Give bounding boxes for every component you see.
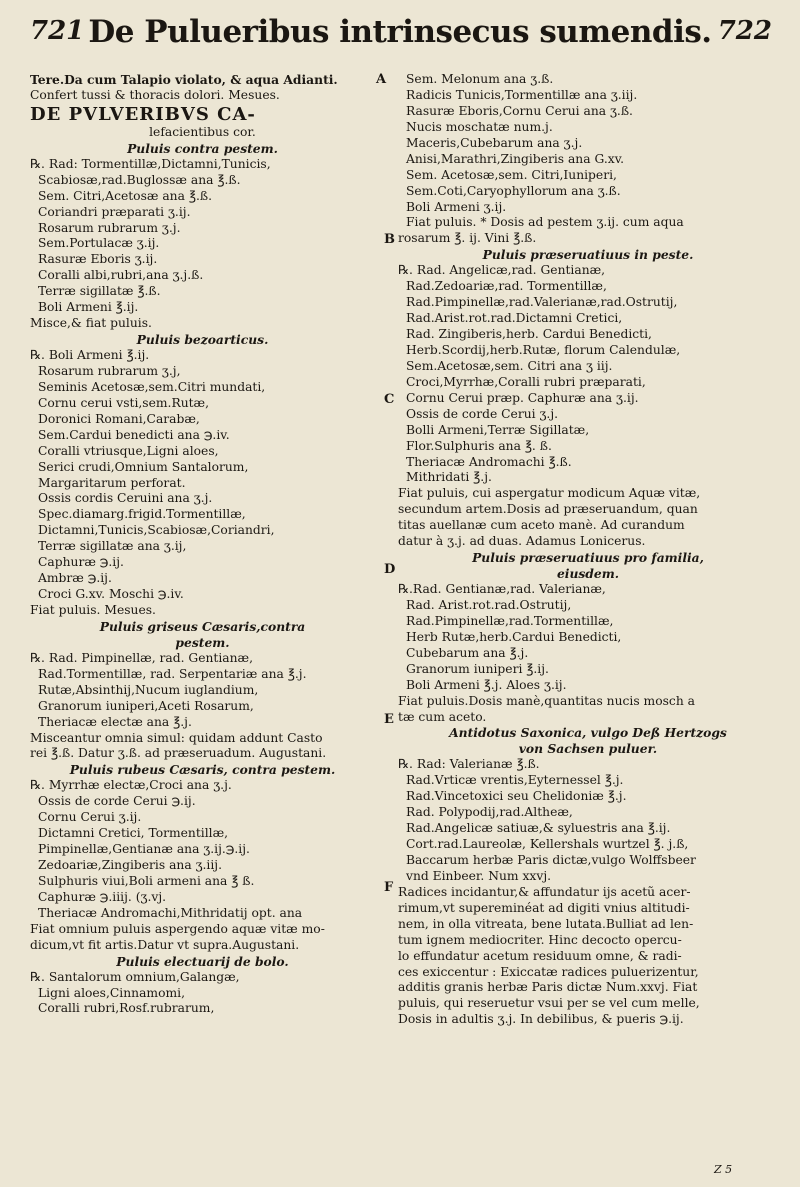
margin-letter-f: F <box>384 880 394 895</box>
right-column-line: Boli Armeni ʒ.ij. <box>406 199 507 214</box>
left-column-line: Caphuræ ℈.ij. <box>38 555 124 570</box>
right-column-line: ces exiccentur : Exiccatæ radices puluerizentur, <box>398 964 699 979</box>
left-column <box>30 72 375 1017</box>
right-column-line: Dosis in adultis ʒ.j. In debilibus, & pueris ℈.ij. <box>398 1012 684 1027</box>
left-column-line: ℞. Boli Armeni ℥.ij. <box>30 348 150 362</box>
running-title: De Pulueribus intrinsecus sumendis. <box>88 14 712 50</box>
left-column-line: pestem. <box>175 634 230 650</box>
left-column-line: Zedoariæ,Zingiberis ana ʒ.iij. <box>38 858 223 872</box>
right-column-line: Theriacæ Andromachi ℥.ß. <box>406 454 572 469</box>
left-column-line: Ossis de corde Cerui ℈.ij. <box>38 794 196 809</box>
right-column-line: Rad. Zingiberis,herb. Cardui Benedicti, <box>406 327 652 341</box>
right-column-line: Cort.rad.Laureolæ, Kellershals wurtzel ℥. j.ß, <box>406 837 689 851</box>
left-column-line: Rutæ,Absinthij,Nucum iuglandium, <box>38 682 259 697</box>
right-column-line: Radices incidantur,& affundatur ijs acetũ acer- <box>398 884 691 899</box>
right-column-line: puluis, qui reseruetur vsui per se vel cum melle, <box>398 996 700 1011</box>
left-column-line: dicum,vt fit artis.Datur vt supra.Augustani. <box>30 937 300 952</box>
right-column-line: Radicis Tunicis,Tormentillæ ana ʒ.iij. <box>406 87 638 102</box>
right-column-line: Rasuræ Eboris,Cornu Cerui ana ʒ.ß. <box>406 103 633 118</box>
right-column-line: rimum,vt supereminéat ad digiti vnius altitudi- <box>398 900 690 915</box>
right-column-line: Rad.Zedoariæ,rad. Tormentillæ, <box>406 279 607 294</box>
left-column-line: Puluis rubeus Cæsaris, contra pestem. <box>69 762 336 778</box>
right-column-line: Rad.Pimpinellæ,rad.Tormentillæ, <box>406 613 614 628</box>
left-column-line: Terræ sigillatæ ℥.ß. <box>38 284 161 299</box>
left-column-line: Tere.Da cum Talapio violato, & aqua Adianti. <box>30 72 338 87</box>
right-column-line: titas auellanæ cum aceto manè. Ad curandum <box>398 518 685 533</box>
left-column-line: Margaritarum perforat. <box>38 475 186 490</box>
margin-letter-c: C <box>384 392 395 407</box>
right-column-line: Fiat puluis. * Dosis ad pestem ʒ.ij. cum aqua <box>406 215 684 230</box>
right-column-line: Herb.Scordij,herb.Rutæ, florum Calendulæ, <box>406 342 681 357</box>
right-column-line: Anisi,Marathri,Zingiberis ana G.xv. <box>406 151 625 166</box>
right-column-line: tum ignem mediocriter. Hinc decocto opercu- <box>398 932 682 947</box>
left-column-line: Fiat puluis. Mesues. <box>30 603 156 617</box>
left-column-line: ℞. Santalorum omnium,Galangæ, <box>30 969 240 984</box>
right-column-line: lo effundatur acetum residuum omne, & radi- <box>398 948 682 963</box>
margin-letter-b: B <box>384 232 395 247</box>
left-column-line: Rad.Tormentillæ, rad. Serpentariæ ana ℥.j. <box>38 666 307 681</box>
left-column-line: Granorum iuniperi,Aceti Rosarum, <box>38 698 254 713</box>
right-column-line: Mithridati ℥.j. <box>406 470 492 485</box>
right-column-line: Rad. Polypodij,rad.Altheæ, <box>406 805 573 820</box>
left-column-line: DE PVLVERIBVS CA- <box>30 103 256 125</box>
right-column-line: Rad.Vincetoxici seu Chelidoniæ ℥.j. <box>406 789 627 804</box>
left-column-line: Dictamni,Tunicis,Scabiosæ,Coriandri, <box>38 523 275 538</box>
left-column-line: Sem.Portulacæ ʒ.ij. <box>38 236 160 251</box>
margin-letter-a: A <box>376 72 387 87</box>
left-column-line: Sulphuris viui,Boli armeni ana ℥ ß. <box>38 873 255 888</box>
left-column-line: Dictamni Cretici, Tormentillæ, <box>38 826 229 841</box>
left-column-line: ℞. Myrrhæ electæ,Croci ana ʒ.j. <box>30 778 232 793</box>
left-column-line: Caphuræ ℈.iiij. (ʒ.vj. <box>38 889 167 904</box>
right-column-line: ℞.Rad. Gentianæ,rad. Valerianæ, <box>398 582 606 596</box>
left-column-line: Rosarum rubrarum ʒ.j, <box>38 363 181 378</box>
right-column-line: Ossis de corde Cerui ʒ.j. <box>406 406 559 421</box>
left-column-line: Sem.Cardui benedicti ana ℈.iv. <box>38 427 230 442</box>
right-column-line: tæ cum aceto. <box>398 709 487 724</box>
page-number-right: 722 <box>717 16 772 46</box>
left-column-line: Theriacæ Andromachi,Mithridatij opt. ana <box>38 905 303 920</box>
right-column-line: Flor.Sulphuris ana ℥. ß. <box>406 438 552 453</box>
left-column-line: Misce,& fiat puluis. <box>30 316 152 331</box>
left-column-line: Scabiosæ,rad.Buglossæ ana ℥.ß. <box>38 172 241 187</box>
right-column-line: Boli Armeni ℥.j. Aloes ʒ.ij. <box>406 677 567 692</box>
right-column-line: Bolli Armeni,Terræ Sigillatæ, <box>406 422 590 437</box>
left-column-line: Coralli vtriusque,Ligni aloes, <box>38 443 219 458</box>
left-column-line: Seminis Acetosæ,sem.Citri mundati, <box>38 379 266 394</box>
right-column-line: vnd Einbeer. Num xxvj. <box>406 868 552 883</box>
right-column-line: Cornu Cerui præp. Caphuræ ana ʒ.ij. <box>406 390 639 405</box>
right-column-line: Herb Rutæ,herb.Cardui Benedicti, <box>406 629 622 644</box>
page-number-left: 721 <box>30 16 85 46</box>
left-column-line: Terræ sigillatæ ana ʒ.ij, <box>38 539 187 554</box>
right-column-line: Rad.Angelicæ satiuæ,& syluestris ana ℥.ij. <box>406 821 671 836</box>
left-column-line: Coralli rubri,Rosf.rubrarum, <box>38 1001 215 1016</box>
left-column-line: Puluis griseus Cæsaris,contra <box>99 618 306 634</box>
right-column-line: Puluis præseruatiuus pro familia, <box>472 550 704 566</box>
left-column-line: Cornu Cerui ʒ.ij. <box>38 810 142 825</box>
left-column-line: Theriacæ electæ ana ℥.j. <box>38 714 192 729</box>
left-column-line: Boli Armeni ℥.ij. <box>38 300 139 315</box>
right-column-line: nem, in olla vitreata, bene lutata.Bulliat ad len- <box>398 916 694 931</box>
left-column-line: Cornu cerui vsti,sem.Rutæ, <box>38 395 210 410</box>
right-column-line: additis granis herbæ Paris dictæ Num.xxvj. Fiat <box>398 980 698 995</box>
left-column-line: rei ℥.ß. Datur ʒ.ß. ad præseruadum. Augustani. <box>30 746 327 761</box>
right-column-line: Rad.Vrticæ vrentis,Eyternessel ℥.j. <box>406 773 624 788</box>
right-column-line: Rad.Pimpinellæ,rad.Valerianæ,rad.Ostrutij, <box>406 295 678 310</box>
right-column-line: Nucis moschatæ num.j. <box>406 119 553 134</box>
left-column-line: Serici crudi,Omnium Santalorum, <box>38 459 249 474</box>
right-column-line: ℞. Rad: Valerianæ ℥.ß. <box>398 757 540 772</box>
right-column-line: Fiat puluis.Dosis manè,quantitas nucis mosch a <box>398 693 695 708</box>
page-header <box>0 0 800 62</box>
left-column-line: lefacientibus cor. <box>149 124 256 139</box>
right-column-line: Sem. Acetosæ,sem. Citri,Iuniperi, <box>406 167 617 182</box>
left-column-line: ℞. Rad. Pimpinellæ, rad. Gentianæ, <box>30 650 254 665</box>
left-column-line: Rosarum rubrarum ʒ.j. <box>38 220 181 235</box>
right-column-line: Baccarum herbæ Paris dictæ,vulgo Wolffsbeer <box>406 852 696 867</box>
left-column-line: Pimpinellæ,Gentianæ ana ʒ.ij.℈.ij. <box>38 842 250 857</box>
left-column-line: Coralli albi,rubri,ana ʒ.j.ß. <box>38 268 204 283</box>
left-column-line: Ossis cordis Ceruini ana ʒ.j. <box>38 491 213 506</box>
left-column-line: Puluis bezoarticus. <box>136 332 269 348</box>
left-column-line: Spec.diamarg.frigid.Tormentillæ, <box>38 507 246 522</box>
left-column-line: Sem. Citri,Acetosæ ana ℥.ß. <box>38 188 212 203</box>
signature-mark: Z 5 <box>714 1163 733 1176</box>
left-column-line: Fiat omnium puluis aspergendo aquæ vitæ mo- <box>30 921 325 936</box>
left-column-line: Ligni aloes,Cinnamomi, <box>38 985 185 1000</box>
left-column-line: Coriandri præparati ʒ.ij. <box>38 204 191 219</box>
left-column-line: Rasuræ Eboris ʒ.ij. <box>38 252 158 267</box>
right-column-line: Antidotus Saxonica, vulgo Deß Hertzogs <box>449 725 727 741</box>
left-column-line: Puluis contra pestem. <box>127 140 278 156</box>
right-column-line: Fiat puluis, cui aspergatur modicum Aquæ vitæ, <box>398 486 701 501</box>
right-column-line: von Sachsen puluer. <box>518 741 658 757</box>
margin-letter-e: E <box>384 712 394 727</box>
right-column-line: secundum artem.Dosis ad præseruandum, quan <box>398 502 698 517</box>
right-column-line: Cubebarum ana ℥.j. <box>406 645 529 660</box>
right-column-line: Sem. Melonum ana ʒ.ß. <box>406 72 554 86</box>
right-column <box>398 72 778 1028</box>
left-column-line: Misceantur omnia simul: quidam addunt Casto <box>30 730 323 745</box>
right-column-line: Maceris,Cubebarum ana ʒ.j. <box>406 135 583 150</box>
right-column-line: Rad.Arist.rot.rad.Dictamni Cretici, <box>406 311 623 326</box>
right-column-line: eiusdem. <box>556 566 620 582</box>
right-column-line: Sem.Coti,Caryophyllorum ana ʒ.ß. <box>406 183 621 198</box>
left-column-line: Ambræ ℈.ij. <box>38 571 112 586</box>
right-column-line: Puluis præseruatiuus in peste. <box>482 247 694 263</box>
left-column-line: Croci G.xv. Moschi ℈.iv. <box>38 587 184 602</box>
left-column-line: Puluis electuarij de bolo. <box>116 953 289 969</box>
margin-letter-d: D <box>384 562 396 577</box>
left-column-line: Confert tussi & thoracis dolori. Mesues. <box>30 87 280 102</box>
left-column-line: ℞. Rad: Tormentillæ,Dictamni,Tunicis, <box>30 156 271 171</box>
right-column-line: datur à ʒ.j. ad duas. Adamus Lonicerus. <box>398 534 646 549</box>
right-column-line: Croci,Myrrhæ,Coralli rubri præparati, <box>406 374 646 389</box>
left-column-line: Doronici Romani,Carabæ, <box>38 411 200 426</box>
right-column-line: rosarum ℥. ij. Vini ℥.ß. <box>398 231 537 246</box>
right-column-line: Granorum iuniperi ℥.ij. <box>406 661 549 676</box>
right-column-line: Rad. Arist.rot.rad.Ostrutij, <box>406 597 572 612</box>
right-column-line: Sem.Acetosæ,sem. Citri ana ʒ iij. <box>406 358 613 373</box>
right-column-line: ℞. Rad. Angelicæ,rad. Gentianæ, <box>398 263 606 278</box>
